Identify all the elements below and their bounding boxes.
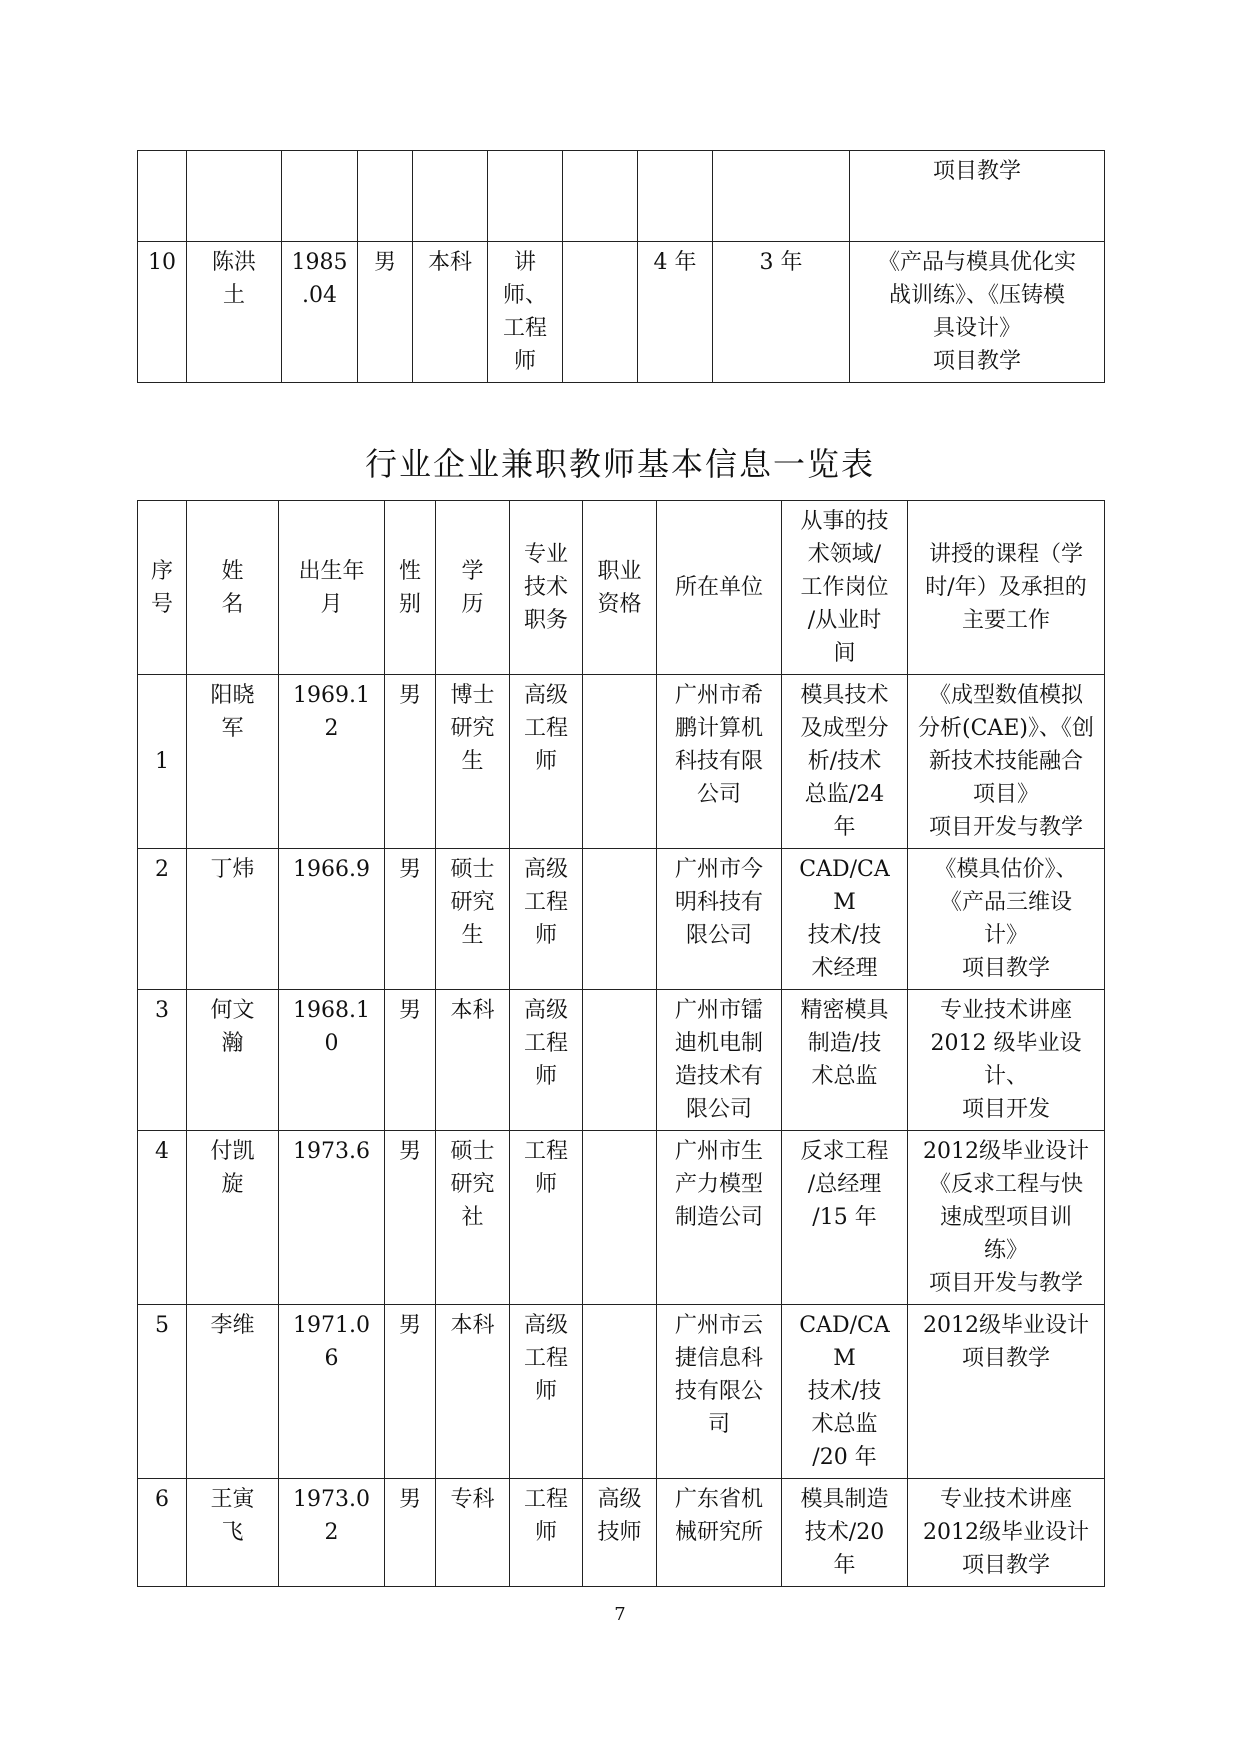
table-cell: 2012级毕业设计 项目教学 <box>908 1305 1105 1479</box>
table-cell: 《成型数值模拟 分析(CAE)》、《创 新技术技能融合 项目》 项目开发与教学 <box>908 675 1105 849</box>
table-row <box>138 151 1105 242</box>
table-cell <box>583 1305 657 1479</box>
header-cell: 所在单位 <box>657 501 782 675</box>
table-row <box>138 675 1105 849</box>
table-cell: 1 <box>138 675 187 849</box>
table-cell: 精密模具 制造/技 术总监 <box>782 990 908 1131</box>
table-cell: 工程 师 <box>510 1479 583 1587</box>
table-header-row <box>138 501 1105 675</box>
table-cell <box>488 151 563 242</box>
table-cell: 工程 师 <box>510 1131 583 1305</box>
table-cell: 男 <box>385 1479 436 1587</box>
header-cell: 从事的技 术领域/ 工作岗位 /从业时 间 <box>782 501 908 675</box>
table-cell: 1973.0 2 <box>279 1479 385 1587</box>
table-cell: 1969.1 2 <box>279 675 385 849</box>
table-row <box>138 990 1105 1131</box>
table-cell: 本科 <box>413 242 488 383</box>
table-cell: 丁炜 <box>187 849 279 990</box>
header-cell: 出生年 月 <box>279 501 385 675</box>
header-cell: 序 号 <box>138 501 187 675</box>
table-cell: 广州市今 明科技有 限公司 <box>657 849 782 990</box>
table-cell <box>413 151 488 242</box>
table-row <box>138 242 1105 383</box>
table-cell: 讲 师、 工程 师 <box>488 242 563 383</box>
table-cell: 本科 <box>436 990 510 1131</box>
table-cell: 高级 工程 师 <box>510 990 583 1131</box>
table-cell: 10 <box>138 242 187 383</box>
header-cell: 姓 名 <box>187 501 279 675</box>
table-cell: 反求工程 /总经理 /15 年 <box>782 1131 908 1305</box>
table-cell: 高级 工程 师 <box>510 849 583 990</box>
table-cell <box>583 1131 657 1305</box>
header-cell: 讲授的课程（学 时/年）及承担的 主要工作 <box>908 501 1105 675</box>
table-cell <box>187 151 282 242</box>
table-cell: 模具制造 技术/20 年 <box>782 1479 908 1587</box>
table-row <box>138 849 1105 990</box>
table-cell: 1971.0 6 <box>279 1305 385 1479</box>
table-cell: 博士 研究 生 <box>436 675 510 849</box>
table-cell: 专业技术讲座 2012 级毕业设 计、 项目开发 <box>908 990 1105 1131</box>
table-cell: 广州市希 鹏计算机 科技有限 公司 <box>657 675 782 849</box>
table-cell: 硕士 研究 生 <box>436 849 510 990</box>
table-cell: 6 <box>138 1479 187 1587</box>
table-cell: 2012级毕业设计 《反求工程与快 速成型项目训 练》 项目开发与教学 <box>908 1131 1105 1305</box>
table-cell <box>358 151 413 242</box>
table-cell: 男 <box>385 1305 436 1479</box>
table-cell <box>713 151 850 242</box>
table-row <box>138 1131 1105 1305</box>
table-cell: 何文 瀚 <box>187 990 279 1131</box>
page-title: 行业企业兼职教师基本信息一览表 <box>364 445 875 483</box>
table-cell: 1985 .04 <box>282 242 358 383</box>
table-cell: 专科 <box>436 1479 510 1587</box>
table-cell <box>563 151 638 242</box>
table-cell: 陈洪 土 <box>187 242 282 383</box>
header-cell: 学 历 <box>436 501 510 675</box>
table-cell: 高级 技师 <box>583 1479 657 1587</box>
table-cell: 广州市云 捷信息科 技有限公 司 <box>657 1305 782 1479</box>
page-number: 7 <box>614 1604 626 1625</box>
table-cell: 1973.6 <box>279 1131 385 1305</box>
table-cell: 《产品与模具优化实 战训练》、《压铸模 具设计》 项目教学 <box>850 242 1105 383</box>
table-cell: CAD/CAM 技术/技 术总监 /20 年 <box>782 1305 908 1479</box>
table-cell: 专业技术讲座 2012级毕业设计 项目教学 <box>908 1479 1105 1587</box>
table-cell: 王寅 飞 <box>187 1479 279 1587</box>
table-cell: 项目教学 <box>850 151 1105 242</box>
table-cell: 硕士 研究 社 <box>436 1131 510 1305</box>
table-cell: 《模具估价》、 《产品三维设 计》 项目教学 <box>908 849 1105 990</box>
header-cell: 专业 技术 职务 <box>510 501 583 675</box>
table-cell: 男 <box>358 242 413 383</box>
table-cell: 5 <box>138 1305 187 1479</box>
table-cell: 1966.9 <box>279 849 385 990</box>
part-time-teacher-table <box>137 500 1105 1587</box>
table-cell <box>138 151 187 242</box>
table-cell: 男 <box>385 849 436 990</box>
table-cell: CAD/CAM 技术/技 术经理 <box>782 849 908 990</box>
table-cell: 2 <box>138 849 187 990</box>
table-cell <box>583 849 657 990</box>
table-cell: 4 年 <box>638 242 713 383</box>
table-row <box>138 1305 1105 1479</box>
table-cell: 3 <box>138 990 187 1131</box>
table-cell: 高级 工程 师 <box>510 675 583 849</box>
table-cell: 男 <box>385 675 436 849</box>
header-cell: 性 别 <box>385 501 436 675</box>
table-cell: 高级 工程 师 <box>510 1305 583 1479</box>
table-cell: 男 <box>385 1131 436 1305</box>
table-cell <box>638 151 713 242</box>
header-cell: 职业 资格 <box>583 501 657 675</box>
table-cell: 本科 <box>436 1305 510 1479</box>
table-row <box>138 1479 1105 1587</box>
table-cell: 3 年 <box>713 242 850 383</box>
table-cell <box>583 675 657 849</box>
table-cell: 李维 <box>187 1305 279 1479</box>
table-cell <box>282 151 358 242</box>
previous-teacher-table <box>137 150 1105 383</box>
table-cell: 广东省机 械研究所 <box>657 1479 782 1587</box>
table-cell: 1968.1 0 <box>279 990 385 1131</box>
table-cell: 广州市生 产力模型 制造公司 <box>657 1131 782 1305</box>
table-cell: 模具技术 及成型分 析/技术 总监/24 年 <box>782 675 908 849</box>
table-cell: 广州市镭 迪机电制 造技术有 限公司 <box>657 990 782 1131</box>
table-cell: 男 <box>385 990 436 1131</box>
table-cell: 4 <box>138 1131 187 1305</box>
table-cell: 阳晓 军 <box>187 675 279 849</box>
table-cell: 付凯 旋 <box>187 1131 279 1305</box>
table-cell <box>563 242 638 383</box>
table-cell <box>583 990 657 1131</box>
